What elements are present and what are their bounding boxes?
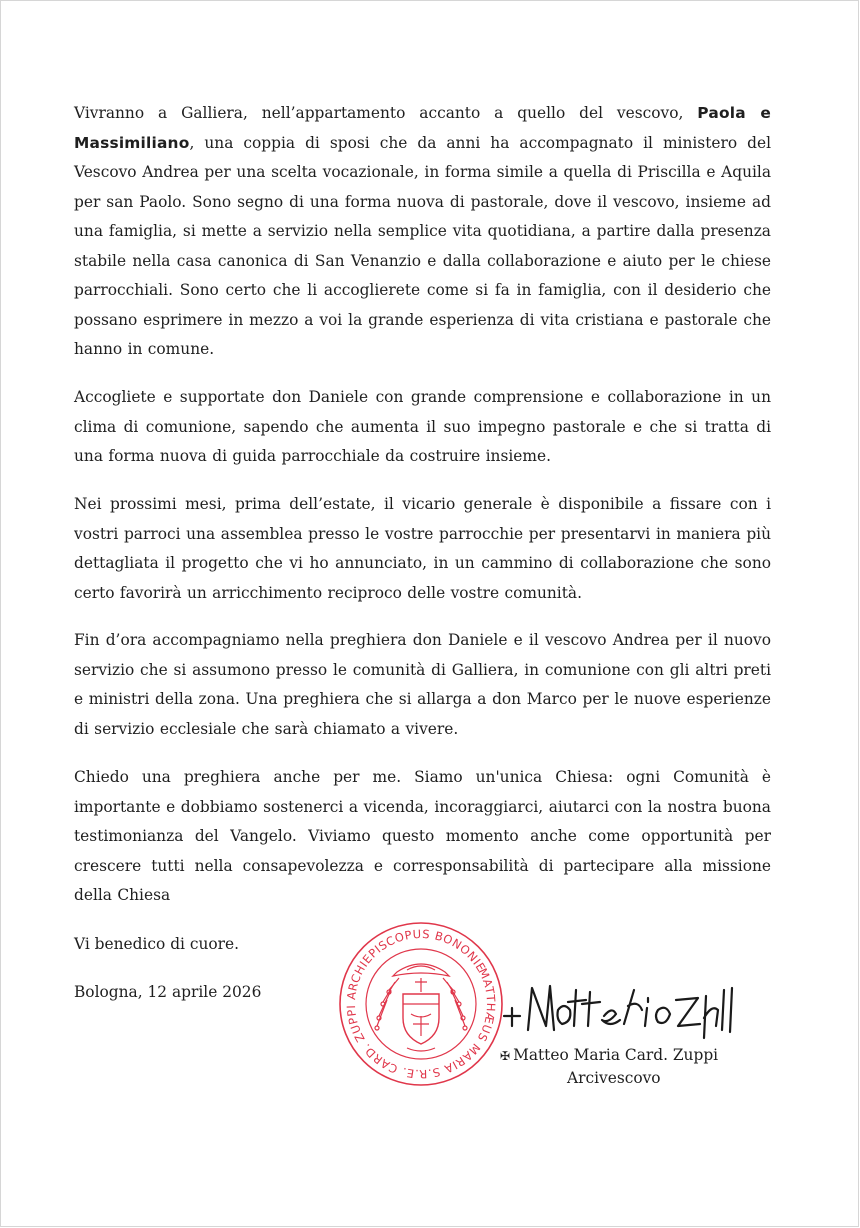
signatory-title: Arcivescovo bbox=[567, 1069, 661, 1087]
paragraph-5: Chiedo una preghiera anche per me. Siamo un'unica Chiesa: ogni Comunità è importante e dobbiamo sostenerci a vicenda, incoraggiarci, aiutarci con la nostra buona testimonianza del Vangelo. Viviamo questo momento anche come opportunità per crescere tutti nella consapevolezza e corresponsabilità di partecipare alla missione della Chiesa bbox=[74, 768, 771, 904]
paragraph-3: Nei prossimi mesi, prima dell’estate, il vicario generale è disponibile a fissare con i vostri parroci una assemblea presso le vostre parrocchie per presentarvi in maniera più dettagliata il progetto che vi ho annunciato, in un cammino di collaborazione che sono certo favorirà un arricchimento reciproco delle vostre comunità. bbox=[74, 495, 771, 602]
seal-inscription: MATTHÆUS MARIA S.R.E. CARD. ZUPPI ARCHIEPISCOPUS BONONIENSIS bbox=[343, 926, 499, 1082]
bold-names: Paola e Massimiliano bbox=[74, 104, 772, 152]
archbishop-seal-stamp bbox=[337, 920, 505, 1088]
blessing-line: Vi benedico di cuore. bbox=[74, 935, 240, 953]
signatory-name: Matteo Maria Card. Zuppi bbox=[513, 1046, 719, 1064]
place-date: Bologna, 12 aprile 2026 bbox=[74, 983, 262, 1001]
handwritten-signature bbox=[498, 980, 748, 1045]
signatory-name-line bbox=[500, 1045, 718, 1066]
cross-icon: ✠ bbox=[500, 1049, 511, 1063]
paragraph-1-lead: Vivranno a Galliera, nell’appartamento accanto a quello del vescovo, bbox=[74, 104, 698, 122]
paragraph-1-rest: , una coppia di sposi che da anni ha accompagnato il ministero del Vescovo Andrea per una scelta vocazionale, in forma simile a quella di Priscilla e Aquila per san Paolo. Sono segno di una forma nuova di pastorale, dove il vescovo, insieme ad una famiglia, si mette a servizio nella semplice vita quotidiana, a partire dalla presenza stabile nella casa canonica di San Venanzio e dalla collaborazione e aiuto per le chiese parrocchiali. Sono certo che li accoglierete come si fa in famiglia, con il desiderio che possano esprimere in mezzo a voi la grande esperienza di vita cristiana e pastorale che hanno in comune. bbox=[74, 133, 771, 358]
paragraph-2: Accogliete e supportate don Daniele con grande comprensione e collaborazione in un clima di comunione, sapendo che aumenta il suo impegno pastorale e che si tratta di una forma nuova di guida parrocchiale da costruire insieme. bbox=[74, 388, 771, 465]
paragraph-4: Fin d’ora accompagniamo nella preghiera don Daniele e il vescovo Andrea per il nuovo servizio che si assumono presso le comunità di Galliera, in comunione con gli altri preti e ministri della zona. Una preghiera che si allarga a don Marco per le nuove esperienze di servizio ecclesiale che sarà chiamato a vivere. bbox=[74, 631, 771, 738]
paragraph-1 bbox=[74, 99, 771, 365]
coat-of-arms-icon bbox=[375, 964, 467, 1051]
